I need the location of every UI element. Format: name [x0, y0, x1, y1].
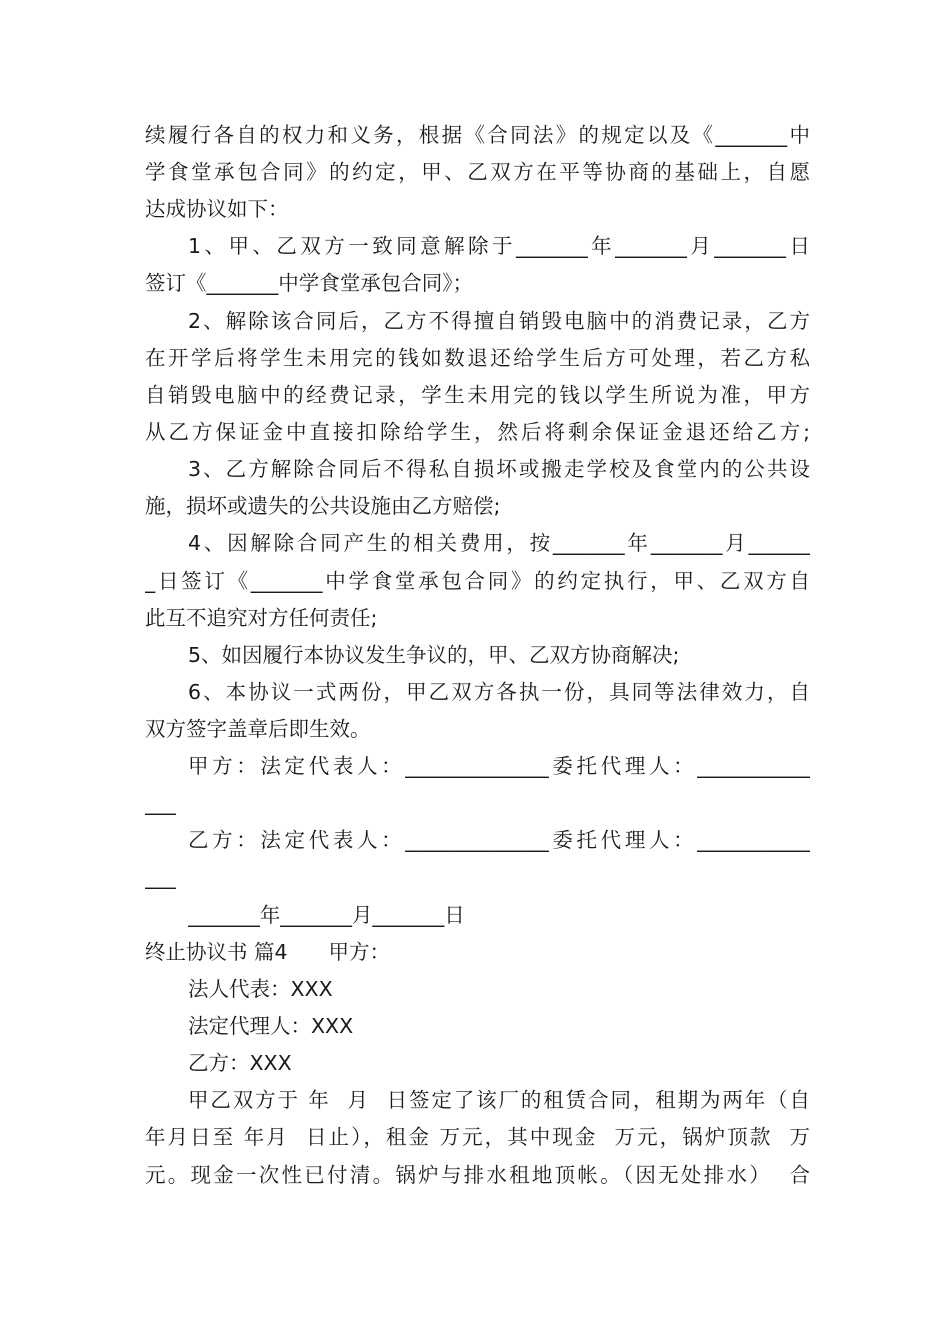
text-line: 从乙方保证金中直接扣除给学生，然后将剩余保证金退还给乙方; [145, 420, 810, 444]
text-line: 达成协议如下： [145, 197, 289, 221]
text-line: 6、本协议一式两份，甲乙双方各执一份，具同等法律效力，自 [188, 680, 810, 704]
text-line: 签订《_______中学食堂承包合同》； [145, 271, 473, 295]
text-line: 续履行各自的权力和义务，根据《合同法》的规定以及《_______中 [145, 123, 810, 147]
text-line: 施，损坏或遗失的公共设施由乙方赔偿; [145, 494, 501, 518]
signature-line-continued: ___ [145, 791, 176, 815]
text-line: 甲乙双方于 年 月 日签定了该厂的租赁合同，租期为两年（自 [188, 1088, 810, 1112]
text-line: 法定代理人：XXX [188, 1014, 354, 1038]
text-line: 乙方：XXX [188, 1051, 292, 1075]
text-line: 3、乙方解除合同后不得私自损坏或搬走学校及食堂内的公共设 [188, 457, 810, 481]
text-line: 5、如因履行本协议发生争议的，甲、乙双方协商解决; [188, 643, 680, 667]
signature-line-continued: ___ [145, 865, 176, 889]
text-line: 2、解除该合同后，乙方不得擅自销毁电脑中的消费记录，乙方 [188, 309, 810, 333]
text-line: 年月日至 年月 日止），租金 万元，其中现金 万元，锅炉顶款 万 [145, 1125, 810, 1149]
signature-line: 甲方：法定代表人：______________委托代理人：___________ [188, 754, 810, 778]
text-line: 元。现金一次性已付清。锅炉与排水租地顶帐。（因无处排水） 合 [145, 1163, 810, 1187]
text-line: 双方签字盖章后即生效。 [145, 717, 371, 741]
text-line: 自销毁电脑中的经费记录，学生未用完的钱以学生所说为准，甲方 [145, 383, 810, 407]
date-line: _______年_______月_______日 [188, 903, 465, 927]
text-line: 此互不追究对方任何责任; [145, 606, 378, 630]
text-line: 法人代表：XXX [188, 977, 333, 1001]
text-line: 1、甲、乙双方一致同意解除于_______年_______月_______日 [188, 234, 810, 258]
signature-line: 乙方：法定代表人：______________委托代理人：___________ [188, 828, 810, 852]
section-heading: 终止协议书 篇4 甲方： [145, 940, 391, 964]
text-line: _日签订《_______中学食堂承包合同》的约定执行，甲、乙双方自 [145, 569, 810, 593]
text-line: 4、因解除合同产生的相关费用，按_______年_______月______ [188, 531, 810, 555]
text-line: 学食堂承包合同》的约定，甲、乙双方在平等协商的基础上，自愿 [145, 160, 810, 184]
text-line: 在开学后将学生未用完的钱如数退还给学生后方可处理，若乙方私 [145, 346, 810, 370]
